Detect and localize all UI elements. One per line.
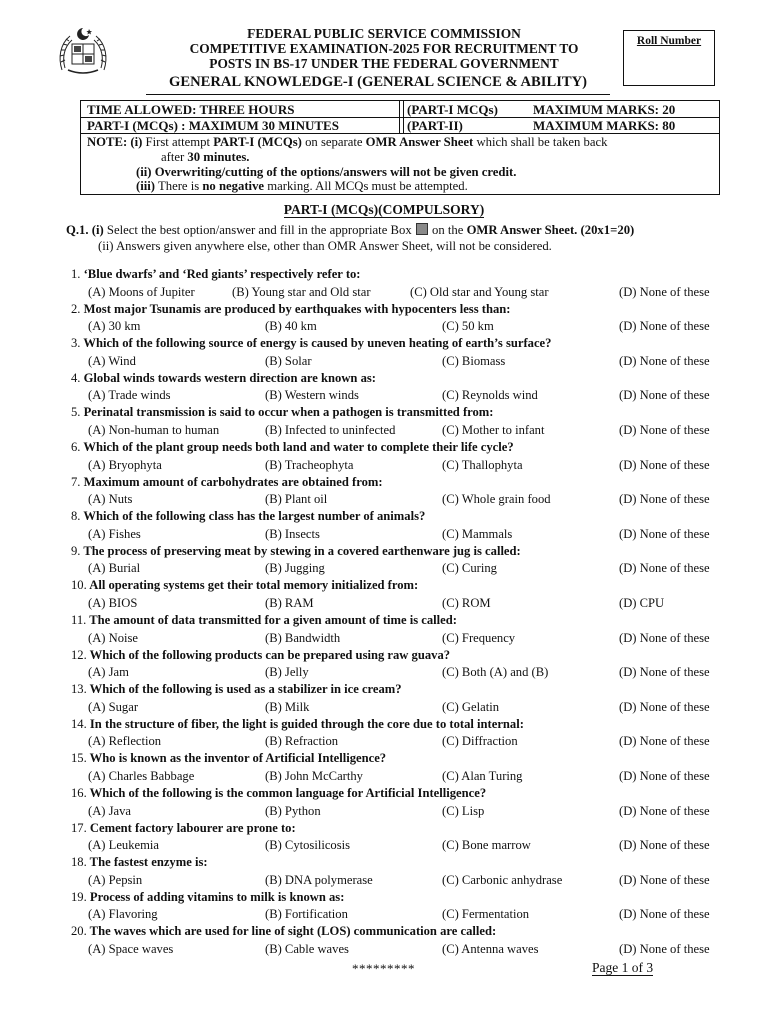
roll-number-label: Roll Number [636,35,702,47]
option-d: (D) None of these [619,284,710,299]
option-c: (C) Biomass [442,353,506,368]
question-text: 15. Who is known as the inventor of Artificial Intelligence? [71,751,387,766]
option-d: (D) None of these [619,907,710,922]
option-a: (A) Nuts [88,492,133,507]
option-c: (C) Fermentation [442,907,530,922]
footer-stars: ********* [352,961,415,976]
option-b: (B) Python [265,803,321,818]
option-a: (A) Moons of Jupiter [88,284,195,299]
option-b: (B) DNA polymerase [265,872,373,887]
option-c: (C) Mammals [442,526,513,541]
question-number: 10. [71,578,87,593]
option-c: (C) Frequency [442,630,516,645]
question-text: 9. The process of preserving meat by stewing in a covered earthenware jug is called: [71,543,521,558]
question-number: 6. [71,440,81,454]
option-d: (D) None of these [619,699,710,714]
part1-time: PART-I (MCQs) : MAXIMUM 30 MINUTES [87,118,339,133]
question-number: 2. [71,301,81,316]
option-b: (B) Infected to uninfected [265,422,396,437]
option-b: (B) 40 km [265,319,317,334]
option-a: (A) BIOS [88,595,138,610]
option-a: (A) Noise [88,630,139,645]
question-number: 11. [71,613,87,627]
option-c: (C) ROM [442,595,491,610]
option-d: (D) CPU [619,595,665,610]
option-b: (B) Jelly [265,665,309,680]
question-number: 8. [71,509,81,524]
question-number: 12. [71,647,87,662]
option-c: (C) Curing [442,561,497,576]
option-b: (B) Tracheophyta [265,457,354,472]
option-c: (C) Diffraction [442,734,518,749]
q1-instruction-ii: (ii) Answers given anywhere else, other than OMR Answer Sheet, will not be considered. [98,239,552,253]
question-number: 9. [71,543,81,558]
option-d: (D) None of these [619,561,710,576]
question-text: 19. Process of adding vitamins to milk is known as: [71,889,345,904]
option-a: (A) Reflection [88,734,162,749]
option-d: (D) None of these [619,941,710,956]
question-text: 11. The amount of data transmitted for a given amount of time is called: [71,613,457,627]
option-b: (B) Refraction [265,734,339,749]
question-number: 16. [71,786,87,800]
option-c: (C) Gelatin [442,699,500,714]
option-c: (C) Lisp [442,803,485,818]
option-a: (A) Charles Babbage [88,768,195,783]
part2-label: (PART-II) [407,118,463,133]
option-a: (A) Flavoring [88,907,158,922]
part1-label: (PART-I MCQs) [407,102,498,117]
option-a: (A) 30 km [88,319,141,334]
question-number: 7. [71,474,81,489]
question-text: 10. All operating systems get their total memory initialized from: [71,578,419,593]
question-text: 8. Which of the following class has the largest number of animals? [71,509,426,524]
question-number: 20. [71,924,87,939]
option-a: (A) Leukemia [88,838,159,853]
option-d: (D) None of these [619,803,710,818]
option-b: (B) Cable waves [265,941,349,956]
question-text: 12. Which of the following products can be prepared using raw guava? [71,647,451,662]
question-text: 13. Which of the following is used as a stabilizer in ice cream? [71,682,402,697]
note-iii: (iii) There is no negative marking. All MCQs must be attempted. [136,179,468,193]
question-number: 15. [71,751,87,766]
question-number: 14. [71,716,87,731]
option-c: (C) Bone marrow [442,838,531,853]
option-b: (B) RAM [265,595,314,610]
option-c: (C) Old star and Young star [410,284,549,299]
option-a: (A) Wind [88,353,136,368]
note-i-continued: after 30 minutes. [161,150,250,164]
question-number: 4. [71,370,81,385]
part2-marks: MAXIMUM MARKS: 80 [533,118,676,133]
option-b: (B) John McCarthy [265,768,363,783]
question-text: 17. Cement factory labourer are prone to: [71,820,296,835]
option-d: (D) None of these [619,665,710,680]
option-b: (B) Cytosilicosis [265,838,351,853]
option-c: (C) Reynolds wind [442,388,538,403]
question-text: 1. ‘Blue dwarfs’ and ‘Red giants’ respectively refer to: [71,267,361,281]
option-a: (A) Bryophyta [88,457,162,472]
option-c: (C) Whole grain food [442,492,551,507]
option-d: (D) None of these [619,526,710,541]
option-a: (A) Burial [88,561,141,576]
header-commission: FEDERAL PUBLIC SERVICE COMMISSION [247,26,521,41]
option-d: (D) None of these [619,388,710,403]
q1-instruction-i: Q.1. (i) Select the best option/answer and fill in the appropriate Box on the OMR Answer Sheet. (20x1=20) [66,223,635,237]
option-a: (A) Sugar [88,699,139,714]
option-d: (D) None of these [619,353,710,368]
time-allowed: TIME ALLOWED: THREE HOURS [87,102,295,117]
header-posts: POSTS IN BS-17 UNDER THE FEDERAL GOVERNMENT [209,56,559,71]
option-d: (D) None of these [619,457,710,472]
question-text: 14. In the structure of fiber, the light is guided through the core due to total internal: [71,716,524,731]
option-c: (C) Carbonic anhydrase [442,872,563,887]
option-d: (D) None of these [619,492,710,507]
option-d: (D) None of these [619,422,710,437]
header-exam: COMPETITIVE EXAMINATION-2025 FOR RECRUITMENT TO [189,41,579,56]
option-b: (B) Jugging [265,561,325,576]
question-text: 18. The fastest enzyme is: [71,855,208,870]
question-number: 13. [71,682,87,697]
option-d: (D) None of these [619,872,710,887]
option-d: (D) None of these [619,734,710,749]
question-text: 4. Global winds towards western direction are known as: [71,370,376,385]
exam-info-table [80,100,720,195]
question-number: 3. [71,336,81,351]
subject-title: GENERAL KNOWLEDGE-I (GENERAL SCIENCE & ABILITY) [146,72,610,95]
part-title: PART-I (MCQs)(COMPULSORY) [283,202,485,217]
option-d: (D) None of these [619,768,710,783]
part1-marks: MAXIMUM MARKS: 20 [533,102,676,117]
page-number: Page 1 of 3 [592,960,654,975]
option-a: (A) Pepsin [88,872,143,887]
option-a: (A) Fishes [88,526,141,541]
option-c: (C) Alan Turing [442,768,523,783]
option-a: (A) Jam [88,665,129,680]
roll-number-box[interactable] [623,30,715,86]
option-d: (D) None of these [619,319,710,334]
question-number: 18. [71,855,87,870]
question-text: 7. Maximum amount of carbohydrates are obtained from: [71,474,383,489]
option-a: (A) Trade winds [88,388,171,403]
question-text: 16. Which of the following is the common language for Artificial Intelligence? [71,786,487,800]
option-c: (C) Mother to infant [442,422,545,437]
option-a: (A) Non-human to human [88,422,220,437]
option-d: (D) None of these [619,630,710,645]
question-text: 5. Perinatal transmission is said to occur when a pathogen is transmitted from: [71,405,494,420]
option-b: (B) Insects [265,526,320,541]
question-number: 5. [71,405,81,420]
option-b: (B) Young star and Old star [232,284,371,299]
option-b: (B) Fortification [265,907,348,922]
question-text: 6. Which of the plant group needs both land and water to complete their life cycle? [71,440,514,454]
option-c: (C) Antenna waves [442,941,539,956]
option-d: (D) None of these [619,838,710,853]
option-c: (C) 50 km [442,319,494,334]
question-number: 1. [71,267,81,281]
option-b: (B) Plant oil [265,492,328,507]
option-b: (B) Solar [265,353,312,368]
question-text: 20. The waves which are used for line of sight (LOS) communication are called: [71,924,497,939]
option-c: (C) Both (A) and (B) [442,665,549,680]
option-c: (C) Thallophyta [442,457,523,472]
question-number: 17. [71,820,87,835]
question-text: 2. Most major Tsunamis are produced by earthquakes with hypocenters less than: [71,301,511,316]
option-a: (A) Space waves [88,941,174,956]
question-number: 19. [71,889,87,904]
option-b: (B) Bandwidth [265,630,341,645]
option-b: (B) Milk [265,699,310,714]
note-i: NOTE: (i) First attempt PART-I (MCQs) on separate OMR Answer Sheet which shall be taken back [87,135,608,149]
omr-box-icon [416,223,428,235]
note-ii: (ii) Overwriting/cutting of the options/answers will not be given credit. [136,165,517,179]
option-b: (B) Western winds [265,388,359,403]
question-text: 3. Which of the following source of energy is caused by uneven heating of earth’s surface? [71,336,552,351]
option-a: (A) Java [88,803,132,818]
